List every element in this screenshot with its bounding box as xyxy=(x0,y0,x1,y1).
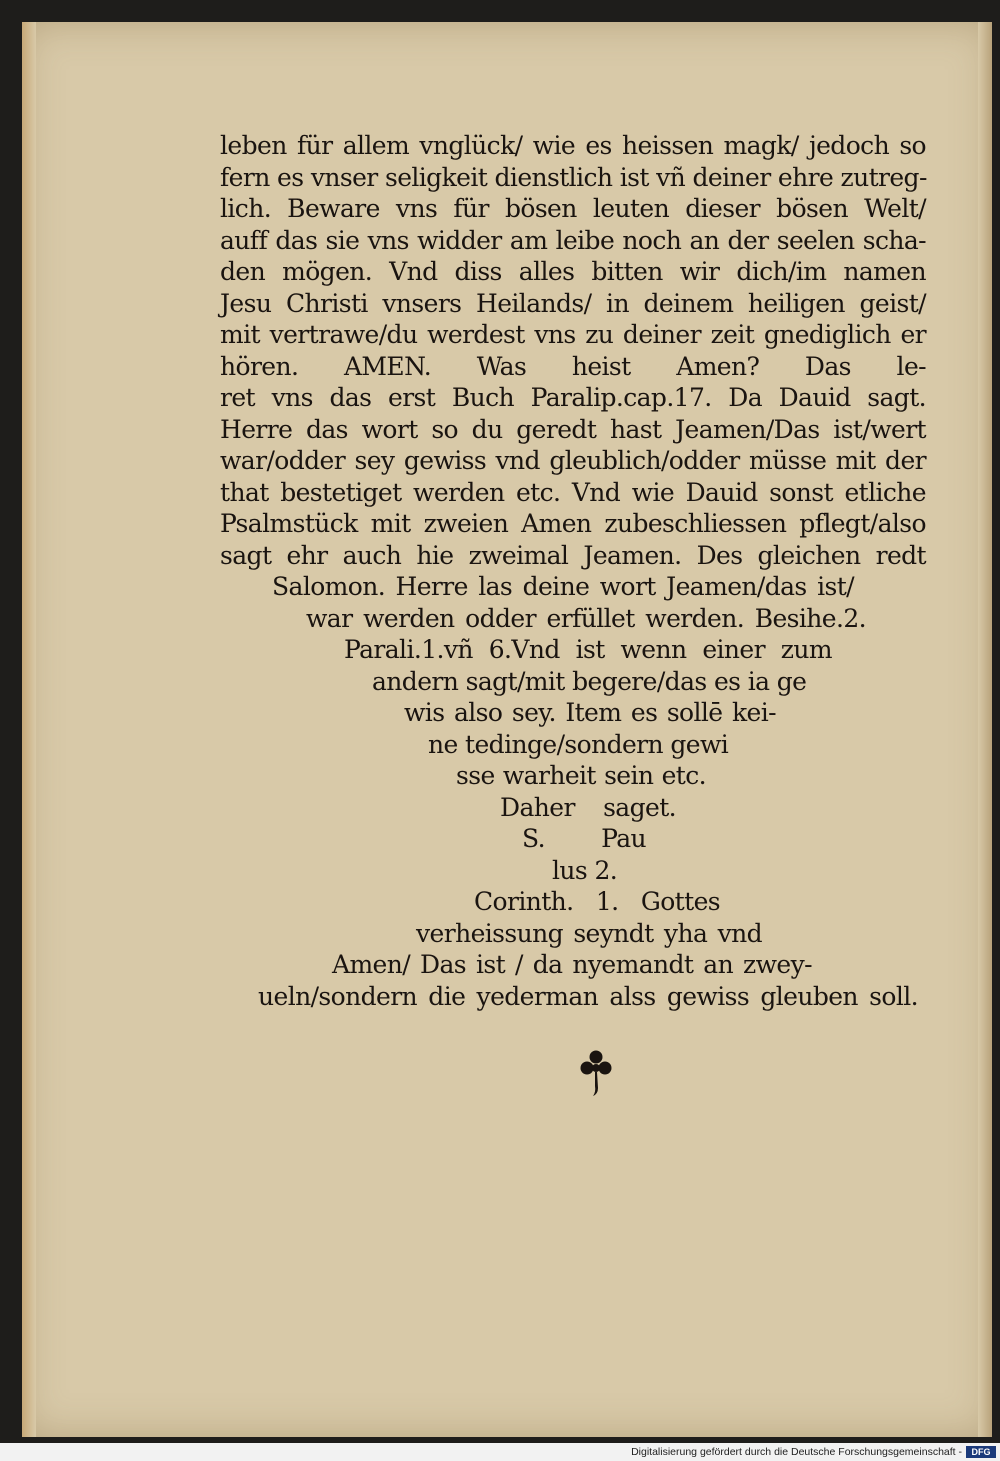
text-line: auff das sie vns widder am leibe noch an der seelen scha- xyxy=(220,225,926,255)
text-line: lich. Beware vns für bösen leuten dieser bösen Welt/ xyxy=(220,194,926,223)
dfg-logo: DFG xyxy=(966,1446,996,1458)
text-line: Corinth. 1. Gottes xyxy=(474,887,720,916)
page-edge-right xyxy=(978,22,992,1437)
text-line: war werden odder erfüllet werden. Besihe.2. xyxy=(306,603,866,633)
text-line: fern es vnser seligkeit dienstlich ist vñ deiner ehre zutreg- xyxy=(220,162,927,192)
text-line: andern sagt/mit begere/das es ia ge xyxy=(372,666,807,696)
text-line: den mögen. Vnd diss alles bitten wir dich/im namen xyxy=(220,257,926,286)
text-line: ret vns das erst Buch Paralip.cap.17. Da Dauid sagt. xyxy=(220,383,926,412)
text-line: verheissung seyndt yha vnd xyxy=(416,918,762,948)
text-line: that bestetiget werden etc. Vnd wie Dauid sonst etliche xyxy=(220,477,926,507)
text-line: ne tedinge/sondern gewi xyxy=(428,729,729,759)
text-line: Psalmstück mit zweien Amen zubeschliessen pflegt/also xyxy=(220,509,926,538)
text-line: lus 2. xyxy=(552,855,618,885)
text-line: Daher saget. xyxy=(500,792,676,822)
text-line: Amen/ Das ist / da nyemandt an zwey- xyxy=(332,950,812,979)
text-line: Salomon. Herre las deine wort Jeamen/das ist/ xyxy=(272,572,854,601)
fleuron-icon xyxy=(578,1048,614,1098)
text-line: Jesu Christi vnsers Heilands/ in deinem heiligen geist/ xyxy=(220,288,926,318)
page-text xyxy=(220,130,940,1012)
text-line: wis also sey. Item es sollē kei- xyxy=(404,698,776,727)
text-line: Parali.1.vñ 6.Vnd ist wenn einer zum xyxy=(344,635,832,664)
text-line: sse warheit sein etc. xyxy=(456,761,706,790)
page-edge-left xyxy=(22,22,36,1437)
text-line: mit vertrawe/du werdest vns zu deiner zeit gnediglich er xyxy=(220,320,926,349)
digitization-footer xyxy=(0,1443,1000,1461)
text-line: S. Pau xyxy=(522,824,646,853)
text-line: hören. AMEN. Was heist Amen? Das le- xyxy=(220,351,926,381)
text-line: leben für allem vnglück/ wie es heissen magk/ jedoch so xyxy=(220,131,926,160)
text-line: Herre das wort so du geredt hast Jeamen/Das ist/wert xyxy=(220,414,926,444)
text-line: sagt ehr auch hie zweimal Jeamen. Des gleichen redt xyxy=(220,540,926,570)
text-line: war/odder sey gewiss vnd gleublich/odder müsse mit der xyxy=(220,446,926,475)
footer-credit: Digitalisierung gefördert durch die Deutsche Forschungsgemeinschaft - xyxy=(631,1446,962,1458)
text-line: ueln/sondern die yederman alss gewiss gleuben soll. xyxy=(258,981,918,1011)
